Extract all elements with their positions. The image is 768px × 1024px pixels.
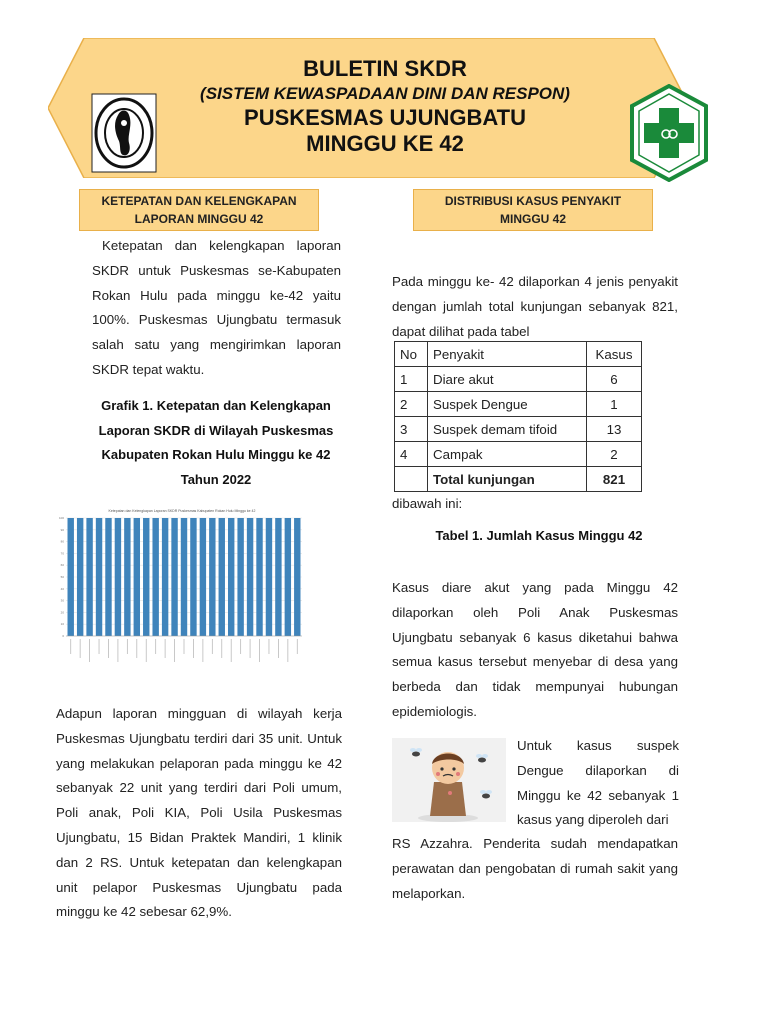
table-header-row <box>395 342 642 367</box>
distribusi-intro-continuation: dibawah ini: <box>392 496 463 511</box>
chart-bar <box>247 518 253 636</box>
chart-bar <box>143 518 149 636</box>
chart-bar <box>181 518 187 636</box>
chart-bar <box>266 518 272 636</box>
y-tick-label: 80 <box>60 539 64 544</box>
chart-bar <box>152 518 158 636</box>
chart-bar <box>294 518 300 636</box>
header-no: No <box>395 342 428 367</box>
header-title-block <box>120 55 650 157</box>
chart-svg <box>56 506 308 688</box>
y-tick-label: 40 <box>60 586 64 591</box>
chart-bar <box>134 518 140 636</box>
puskesmas-logo-icon <box>630 84 708 182</box>
row-kasus: 6 <box>587 367 642 392</box>
chart-bar <box>86 518 92 636</box>
sick-child-icon <box>392 738 506 822</box>
diare-paragraph: Kasus diare akut yang pada Minggu 42 dilaporkan oleh Poli Anak Puskesmas Ujungbatu sebanyak 6 kasus diketahui bahwa semua kasus tersebut menyebar di desa yang berbeda dan tidak mempunyai hubungan epidemiologis. <box>392 580 678 719</box>
total-no-cell <box>395 467 428 492</box>
chart-bar <box>200 518 206 636</box>
row-penyakit: Diare akut <box>428 367 587 392</box>
chart-bar <box>124 518 130 636</box>
row-kasus: 1 <box>587 392 642 417</box>
table-row <box>395 392 642 417</box>
row-penyakit: Suspek Dengue <box>428 392 587 417</box>
header-kasus: Kasus <box>587 342 642 367</box>
section-heading-ketepatan: KETEPATAN DAN KELENGKAPAN LAPORAN MINGGU 42 <box>79 189 319 231</box>
row-no: 1 <box>395 367 428 392</box>
chart-bar <box>228 518 234 636</box>
puskesmas-logo <box>630 84 708 182</box>
row-penyakit: Suspek demam tifoid <box>428 417 587 442</box>
table-row <box>395 367 642 392</box>
row-no: 2 <box>395 392 428 417</box>
y-tick-label: 0 <box>62 634 64 638</box>
section-heading-distribusi: DISTRIBUSI KASUS PENYAKIT MINGGU 42 <box>413 189 653 231</box>
y-tick-label: 50 <box>60 575 64 579</box>
y-tick-label: 100 <box>58 516 64 520</box>
chart-title: Ketepatan dan Kelengkapan Laporan SKDR Puskesmas Kabupaten Rokan Hulu Minggu ke 42 <box>108 509 256 513</box>
chart-bar <box>105 518 111 636</box>
table-caption: Tabel 1. Jumlah Kasus Minggu 42 <box>435 528 643 543</box>
chart-bar <box>68 518 74 636</box>
dengue-side-paragraph: Untuk kasus suspek Dengue dilaporkan di Minggu ke 42 sebanyak 1 kasus yang diperoleh dari <box>517 738 679 828</box>
bulletin-subtitle: (SISTEM KEWASPADAAN DINI DAN RESPON) <box>200 84 570 103</box>
table-row <box>395 417 642 442</box>
chart-bar <box>96 518 102 636</box>
kasus-table <box>394 341 642 492</box>
chart-bar <box>285 518 291 636</box>
row-no: 4 <box>395 442 428 467</box>
total-label: Total kunjungan <box>428 467 587 492</box>
ketepatan-bar-chart <box>56 506 308 688</box>
y-tick-label: 20 <box>60 610 64 615</box>
row-kasus: 2 <box>587 442 642 467</box>
row-kasus: 13 <box>587 417 642 442</box>
ketepatan-intro-paragraph: Ketepatan dan kelengkapan laporan SKDR untuk Puskesmas se-Kabupaten Rokan Hulu pada minggu ke-42 yaitu 100%. Puskesmas Ujungbatu termasuk salah satu yang mengirimkan laporan SKDR tepat waktu. <box>92 238 341 377</box>
chart-bar <box>115 518 121 636</box>
unit-pelapor-paragraph: Adapun laporan mingguan di wilayah kerja Puskesmas Ujungbatu terdiri dari 35 unit. Untuk yang melakukan pelaporan pada minggu ke 42 sebanyak 22 unit yang terdiri dari Poli umum, Poli anak, Poli KIA, Poli Usila Puskesmas Ujungbatu, 15 Bidan Praktek Mandiri, 1 klinik dan 2 RS. Untuk ketepatan dan kelengkapan unit pelapor Puskesmas Ujungbatu pada minggu ke 42 sebesar 62,9%. <box>56 706 342 920</box>
row-penyakit: Campak <box>428 442 587 467</box>
chart-bar <box>162 518 168 636</box>
surveilans-logo-icon <box>91 93 157 173</box>
dengue-paragraph: RS Azzahra. Penderita sudah mendapatkan perawatan dan pengobatan di rumah sakit yang melaporkan. <box>392 836 678 901</box>
chart-bar <box>256 518 262 636</box>
y-tick-label: 70 <box>60 551 64 556</box>
chart-caption: Grafik 1. Ketepatan dan Kelengkapan Laporan SKDR di Wilayah Puskesmas Kabupaten Rokan Hulu Minggu ke 42 Tahun 2022 <box>98 398 334 487</box>
bulletin-title: BULETIN SKDR <box>303 56 467 81</box>
y-tick-label: 90 <box>60 527 64 532</box>
y-tick-label: 60 <box>60 563 64 568</box>
distribusi-intro-paragraph: Pada minggu ke- 42 dilaporkan 4 jenis penyakit dengan jumlah total kunjungan sebanyak 821, dapat dilihat pada tabel <box>392 274 678 339</box>
chart-bar <box>190 518 196 636</box>
y-tick-label: 10 <box>60 622 64 627</box>
chart-bar <box>77 518 83 636</box>
dengue-illustration <box>392 738 506 822</box>
header-penyakit: Penyakit <box>428 342 587 367</box>
chart-bar <box>219 518 225 636</box>
table-total-row <box>395 467 642 492</box>
total-value: 821 <box>587 467 642 492</box>
table-row <box>395 442 642 467</box>
chart-bar <box>237 518 243 636</box>
chart-bar <box>275 518 281 636</box>
chart-bar <box>209 518 215 636</box>
chart-bar <box>171 518 177 636</box>
week-label: MINGGU KE 42 <box>306 131 464 156</box>
surveilans-logo <box>91 93 157 173</box>
puskesmas-name: PUSKESMAS UJUNGBATU <box>244 105 526 130</box>
y-tick-label: 30 <box>60 598 64 603</box>
row-no: 3 <box>395 417 428 442</box>
